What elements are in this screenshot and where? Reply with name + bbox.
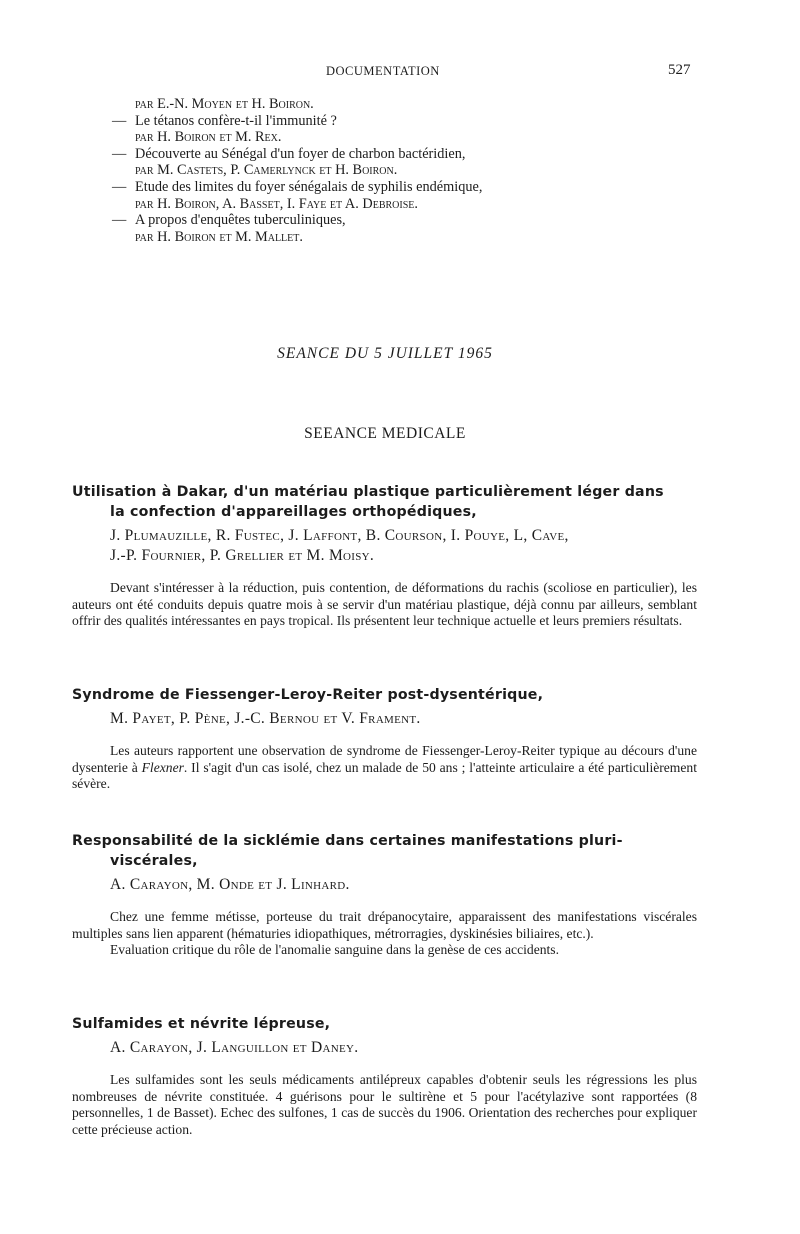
article-title-line: viscérales, <box>110 853 198 869</box>
running-head: DOCUMENTATION <box>326 64 440 78</box>
reference-title: Etude des limites du foyer sénégalais de syphilis endémique, <box>135 178 483 195</box>
abstract-paragraph: Chez une femme métisse, porteuse du trait drépanocytaire, apparaissent des manifestations viscérales multiples sans lien apparent (hématuries idiopathiques, métrorragies, dyskinésies biliaires, etc.). <box>72 909 697 941</box>
article-title-line: la confection d'appareillages orthopédiques, <box>110 504 477 520</box>
reference-title: Découverte au Sénégal d'un foyer de charbon bactéridien, <box>135 145 466 162</box>
reference-line <box>112 179 672 196</box>
abstract-italic-text: Flexner <box>141 759 184 775</box>
authors-line: J. Plumauzille, R. Fustec, J. Laffont, B. Courson, I. Pouye, L, Cave, <box>110 527 569 544</box>
authors-line: J.-P. Fournier, P. Grellier et M. Moisy. <box>110 547 375 564</box>
article-abstract: Les sulfamides sont les seuls médicaments antilépreux capables d'obtenir seuls les régressions les plus nombreuses de névrite constituée. 4 guérisons pour le sultirène et 5 pour l'acétylazive sont rapportées (8 personnelles, 1 de Basset). Echec des sulfones, 1 cas de succès du 1906. Orientation des recherches pour expliquer cette précieuse action. <box>72 1072 697 1137</box>
reference-list <box>112 96 672 245</box>
article <box>72 1014 697 1138</box>
reference-line: par H. Boiron, A. Basset, I. Faye et A. Debroise. <box>135 195 418 212</box>
em-dash: — <box>112 212 127 229</box>
article-title <box>72 482 697 522</box>
reference-line: par H. Boiron et M. Rex. <box>135 129 282 146</box>
article-authors <box>72 875 697 895</box>
article-title <box>72 1014 697 1034</box>
reference-title: Le tétanos confère-t-il l'immunité ? <box>135 112 337 129</box>
reference-line: par E.-N. Moyen et H. Boiron. <box>135 96 314 112</box>
article-title <box>72 685 697 705</box>
article-title <box>72 831 697 871</box>
em-dash: — <box>112 145 127 162</box>
article <box>72 482 697 630</box>
article-abstract <box>72 743 697 793</box>
article-title-line: Responsabilité de la sicklémie dans certaines manifestations pluri- <box>72 833 623 849</box>
session-title: SEANCE DU 5 JUILLET 1965 <box>277 345 493 362</box>
reference-line <box>112 113 672 130</box>
article-authors <box>72 709 697 729</box>
session-subtitle: SEEANCE MEDICALE <box>304 425 466 442</box>
em-dash: — <box>112 178 127 195</box>
page-header <box>0 64 800 84</box>
em-dash: — <box>112 112 127 129</box>
page-number: 527 <box>668 62 691 78</box>
article-authors <box>72 1038 697 1058</box>
article-abstract: Devant s'intéresser à la réduction, puis contention, de déformations du rachis (scoliose en particulier), les auteurs ont été conduits depuis quatre mois à se servir d'un matériau plastique, déjà connu par ailleurs, semblant offrir des qualités intéressantes en pays tropical. Ils présentent leur technique actuelle et leurs premiers résultats. <box>72 580 697 628</box>
reference-line: par H. Boiron et M. Mallet. <box>135 228 303 245</box>
article-title-line: Utilisation à Dakar, d'un matériau plastique particulièrement léger dans <box>72 484 664 500</box>
abstract-text: . Il s'agit d'un cas isolé, chez un malade de 50 ans ; l'atteinte articulaire a été particulièrement sévère. <box>72 759 697 791</box>
article-title-line: Syndrome de Fiessenger-Leroy-Reiter post-dysentérique, <box>72 687 544 703</box>
reference-line <box>112 146 672 163</box>
abstract-paragraph: Evaluation critique du rôle de l'anomalie sanguine dans la genèse de ces accidents. <box>110 942 559 957</box>
article-authors <box>72 526 697 566</box>
reference-line <box>112 212 672 229</box>
article <box>72 831 697 959</box>
article <box>72 685 697 793</box>
article-title-line: Sulfamides et névrite lépreuse, <box>72 1016 331 1032</box>
reference-line: par M. Castets, P. Camerlynck et H. Boiron. <box>135 162 398 179</box>
reference-title: A propos d'enquêtes tuberculiniques, <box>135 212 346 229</box>
article-abstract <box>72 909 697 959</box>
authors-line: A. Carayon, M. Onde et J. Linhard. <box>110 876 350 893</box>
authors-line: A. Carayon, J. Languillon et Daney. <box>110 1039 359 1056</box>
abstract-text: Les auteurs rapportent une observation de syndrome de Fiessenger-Leroy-Reiter typique au décours d'une dysenterie à <box>72 743 697 775</box>
authors-line: M. Payet, P. Pène, J.-C. Bernou et V. Frament. <box>110 710 421 727</box>
